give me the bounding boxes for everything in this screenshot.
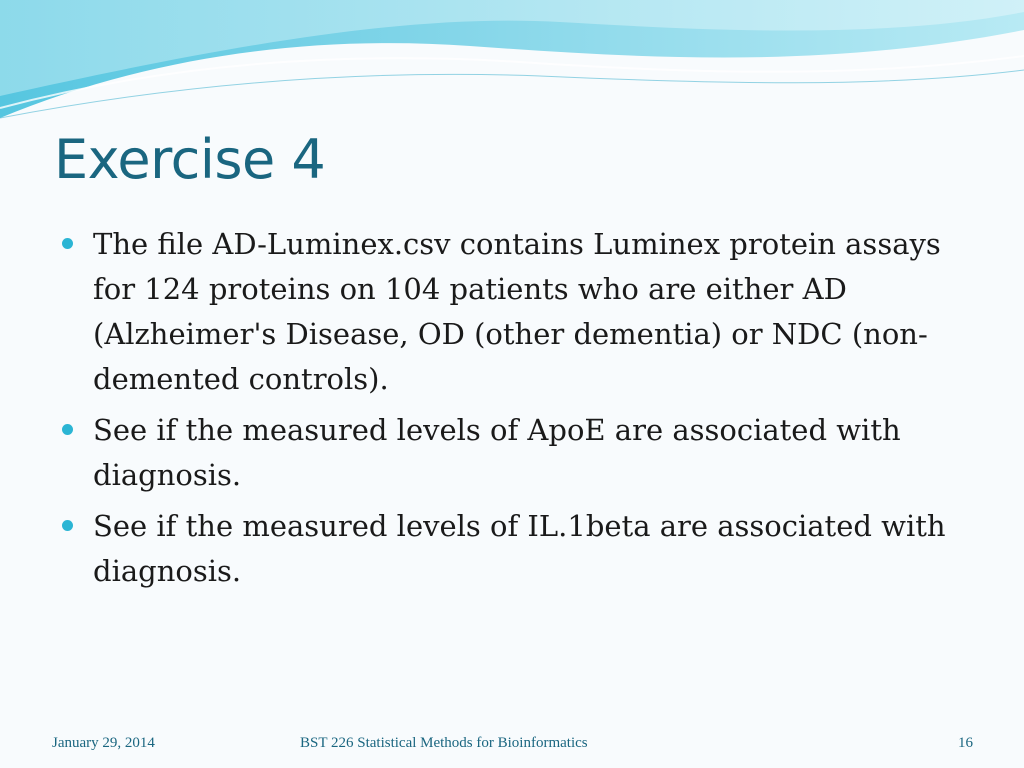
- footer-page-number: 16: [958, 735, 973, 751]
- bullet-text: See if the measured levels of IL.1beta are associated with diagnosis.: [93, 509, 946, 588]
- bullet-item: [62, 504, 962, 594]
- bullet-text: See if the measured levels of ApoE are associated with diagnosis.: [93, 413, 901, 492]
- slide-title: Exercise 4: [54, 128, 326, 191]
- bullet-list: [62, 222, 962, 600]
- bullet-text: The file AD-Luminex.csv contains Luminex protein assays for 124 proteins on 104 patients who are either AD (Alzheimer's Disease, OD (other dementia) or NDC (non-demented controls).: [93, 227, 941, 396]
- footer-course-title: BST 226 Statistical Methods for Bioinformatics: [300, 735, 588, 751]
- bullet-dot-icon: [62, 238, 73, 249]
- header-wave-decoration: [0, 0, 1024, 130]
- bullet-item: [62, 408, 962, 498]
- bullet-item: [62, 222, 962, 402]
- bullet-dot-icon: [62, 424, 73, 435]
- footer-date: January 29, 2014: [52, 735, 155, 751]
- bullet-dot-icon: [62, 520, 73, 531]
